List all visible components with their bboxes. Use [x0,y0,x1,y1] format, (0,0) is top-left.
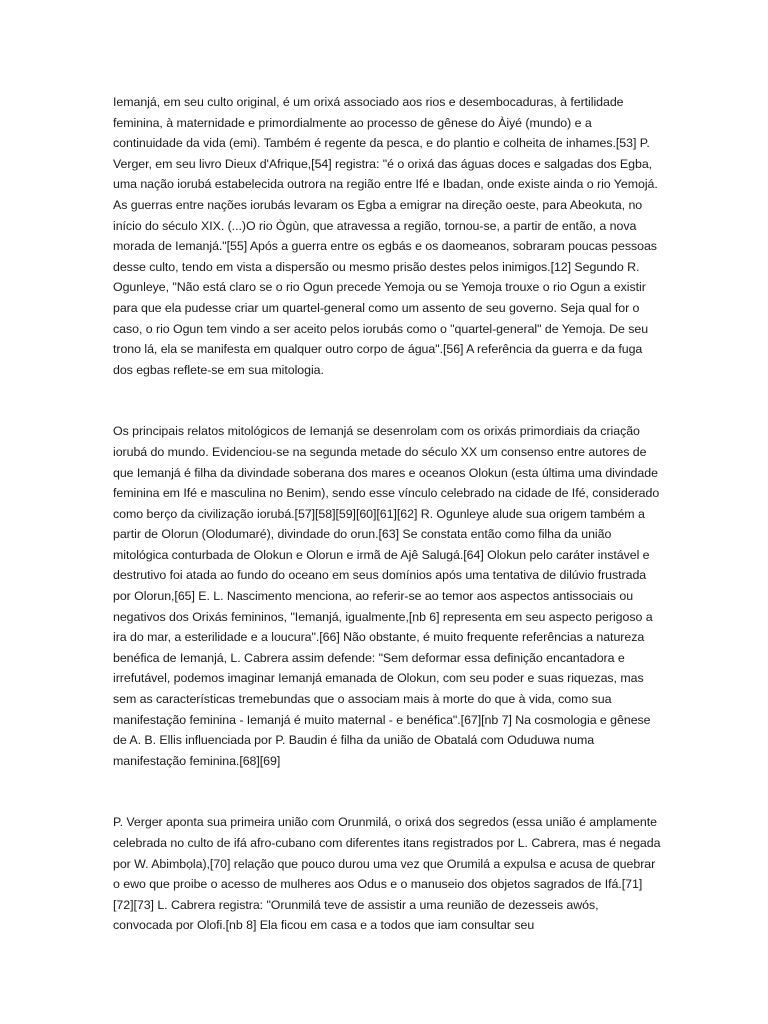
document-body [113,92,661,936]
paragraph-orunmila: P. Verger aponta sua primeira união com Orunmilá, o orixá dos segredos (essa união é amplamente celebrada no culto de ifá afro-cubano com diferentes itans registrados por L. Cabrera, mas é negada por W. Abimbọla),[70] relação que pouco durou uma vez que Orumilá a expulsa e acusa de quebrar o ewo que proibe o acesso de mulheres aos Odus e o manuseio dos objetos sagrados de Ifá.[71][72][73] L. Cabrera registra: "Orunmilá teve de assistir a uma reunião de dezesseis awós, convocada por Olofi.[nb 8] Ela ficou em casa e a todos que iam consultar seu [113,815,661,933]
paragraph-origin-cult: Iemanjá, em seu culto original, é um orixá associado aos rios e desembocaduras, à fertilidade feminina, à maternidade e primordialmente ao processo de gênese do Àiyé (mundo) e a continuidade da vida (emi). Também é regente da pesca, e do plantio e colheita de inhames.[53] P. Verger, em seu livro Dieux d'Afrique,[54] registra: "é o orixá das águas doces e salgadas dos Egba, uma nação iorubá estabelecida outrora na região entre Ifé e Ibadan, onde existe ainda o rio Yemojá. As guerras entre nações iorubás levaram os Egba a emigrar na direção oeste, para Abeokuta, no início do século XIX. (...)O rio Ògùn, que atravessa a região, tornou-se, a partir de então, a nova morada de Iemanjá."[55] Após a guerra entre os egbás e os daomeanos, sobraram poucas pessoas desse culto, tendo em vista a dispersão ou mesmo prisão destes pelos inimigos.[12] Segundo R. Ogunleye, "Não está claro se o rio Ogun precede Yemoja ou se Yemoja trouxe o rio Ogun a existir para que ela pudesse criar um quartel-general como um assento de seu governo. Seja qual for o caso, o rio Ogun tem vindo a ser aceito pelos iorubás como o "quartel-general" de Yemoja. De seu trono lá, ela se manifesta em qualquer outro corpo de água".[56] A referência da guerra e da fuga dos egbas reflete-se em sua mitologia. [113,95,658,377]
paragraph-mythology: Os principais relatos mitológicos de Iemanjá se desenrolam com os orixás primordiais da criação iorubá do mundo. Evidenciou-se na segunda metade do século XX um consenso entre autores de que Iemanjá é filha da divindade soberana dos mares e oceanos Olokun (esta última uma divindade feminina em Ifé e masculina no Benim), sendo esse vínculo celebrado na cidade de Ifé, considerado como berço da civilização iorubá.[57][58][59][60][61][62] R. Ogunleye alude sua origem também a partir de Olorun (Olodumaré), divindade do orun.[63] Se constata então como filha da união mitológica conturbada de Olokun e Olorun e irmã de Ajê Salugá.[64] Olokun pelo caráter instável e destrutivo foi atada ao fundo do oceano em seus domínios após uma tentativa de dilúvio frustrada por Olorun,[65] E. L. Nascimento menciona, ao referir-se ao temor aos aspectos antissociais ou negativos dos Orixás femininos, "Iemanjá, igualmente,[nb 6] representa em seu aspecto perigoso a ira do mar, a esterilidade e a loucura".[66] Não obstante, é muito frequente referências a natureza benéfica de Iemanjá, L. Cabrera assim defende: "Sem deformar essa definição encantadora e irrefutável, podemos imaginar Iemanjá emanada de Olokun, com seu poder e suas riquezas, mas sem as características tremebundas que o associam mais à morte do que à vida, como sua manifestação feminina - Iemanjá é muito maternal - e benéfica".[67][nb 7] Na cosmologia e gênese de A. B. Ellis influenciada por P. Baudin é filha da união de Obatalá com Oduduwa numa manifestação feminina.[68][69] [113,424,660,768]
